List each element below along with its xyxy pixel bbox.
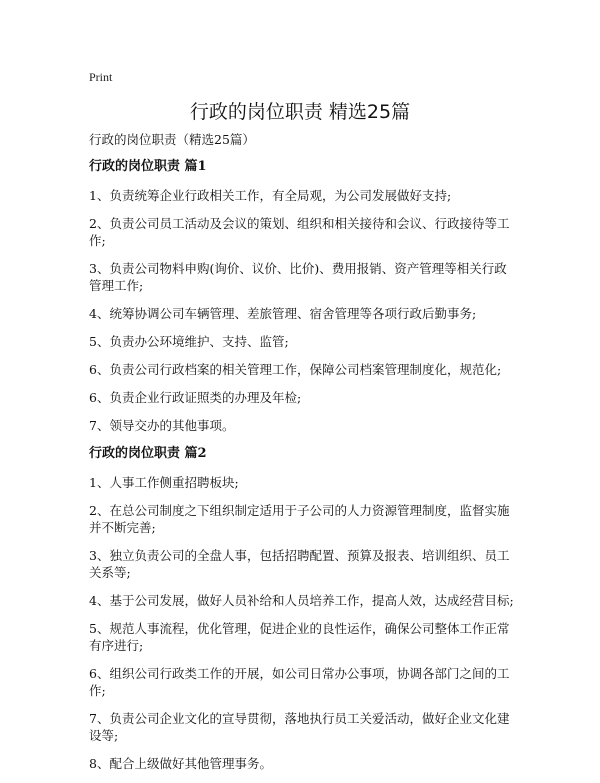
- document-title: 行政的岗位职责 精选25篇: [189, 101, 411, 123]
- duty-item: 4、统筹协调公司车辆管理、差旅管理、宿舍管理等各项行政后勤事务;: [89, 306, 477, 321]
- duty-item: 3、独立负责公司的全盘人事，包括招聘配置、预算及报表、培训组织、员工关系等;: [89, 548, 510, 580]
- duty-item: 3、负责公司物料申购(询价、议价、比价)、费用报销、资产管理等相关行政管理工作;: [89, 261, 507, 293]
- duty-item: 1、负责统筹企业行政相关工作，有全局观，为公司发展做好支持;: [89, 188, 452, 203]
- duty-item: 6、组织公司行政类工作的开展，如公司日常办公事项，协调各部门之间的工作;: [89, 666, 510, 698]
- duty-item: 2、在总公司制度之下组织制定适用于子公司的人力资源管理制度，监督实施并不断完善;: [89, 503, 510, 535]
- document-subtitle: 行政的岗位职责（精选25篇）: [89, 132, 255, 147]
- duty-item: 2、负责公司员工活动及会议的策划、组织和相关接待和会议、行政接待等工作;: [89, 216, 510, 248]
- duty-item: 7、负责公司企业文化的宣导贯彻，落地执行员工关爱活动，做好企业文化建设等;: [89, 711, 510, 743]
- duty-item: 6、负责公司行政档案的相关管理工作，保障公司档案管理制度化，规范化;: [89, 362, 502, 377]
- document-body: [89, 131, 517, 783]
- duty-item: 4、基于公司发展，做好人员补给和人员培养工作，提高人效，达成经营目标;: [89, 593, 514, 608]
- duty-item: 5、负责办公环境维护、支持、监管;: [89, 334, 289, 349]
- duty-item: 7、领导交办的其他事项。: [89, 418, 235, 433]
- duty-item: 8、配合上级做好其他管理事务。: [89, 756, 272, 771]
- duty-item: 5、规范人事流程，优化管理，促进企业的良性运作，确保公司整体工作正常有序进行;: [89, 621, 510, 653]
- section-heading-2: 行政的岗位职责 篇2: [89, 446, 207, 461]
- duty-item: 6、负责企业行政证照类的办理及年检;: [89, 390, 302, 405]
- duty-item: 1、人事工作侧重招聘板块;: [89, 475, 239, 490]
- section-heading-1: 行政的岗位职责 篇1: [89, 159, 207, 174]
- print-label: Print: [89, 70, 113, 84]
